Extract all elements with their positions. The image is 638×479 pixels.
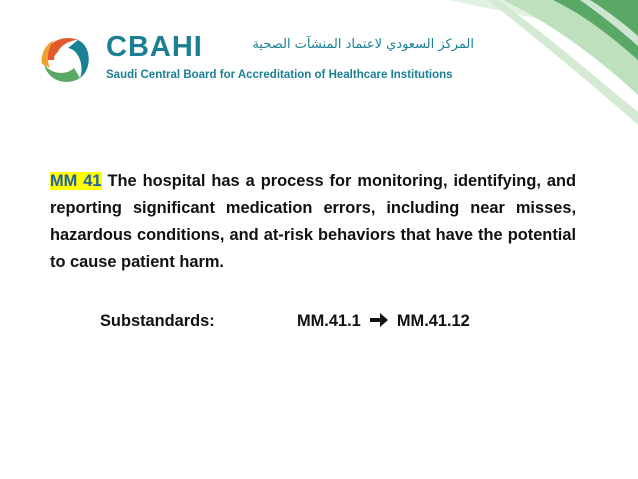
right-arrow-icon [369,312,389,328]
standard-text: The hospital has a process for monitoring, identifying, and reporting significant medication errors, including near misses, hazardous conditions, and at-risk behaviors that have the potential to cause patient harm. [50,172,576,271]
range-end: MM.41.12 [396,312,470,330]
cbahi-logo [34,30,474,90]
logo-wordmark: CBAHI [106,31,203,63]
logo-english-name: Saudi Central Board for Accreditation of Healthcare Institutions [106,69,453,81]
substandards-line [100,307,520,335]
substandards-label: Substandards: [100,312,215,330]
range-start: MM.41.1 [297,312,361,330]
standard-statement [50,168,576,276]
standard-code: MM 41 [50,172,102,190]
logo-arabic-name: المركز السعودي لاعتماد المنشآت الصحية [252,37,474,52]
cbahi-logo-icon [34,30,96,86]
substandards-range [297,307,470,335]
